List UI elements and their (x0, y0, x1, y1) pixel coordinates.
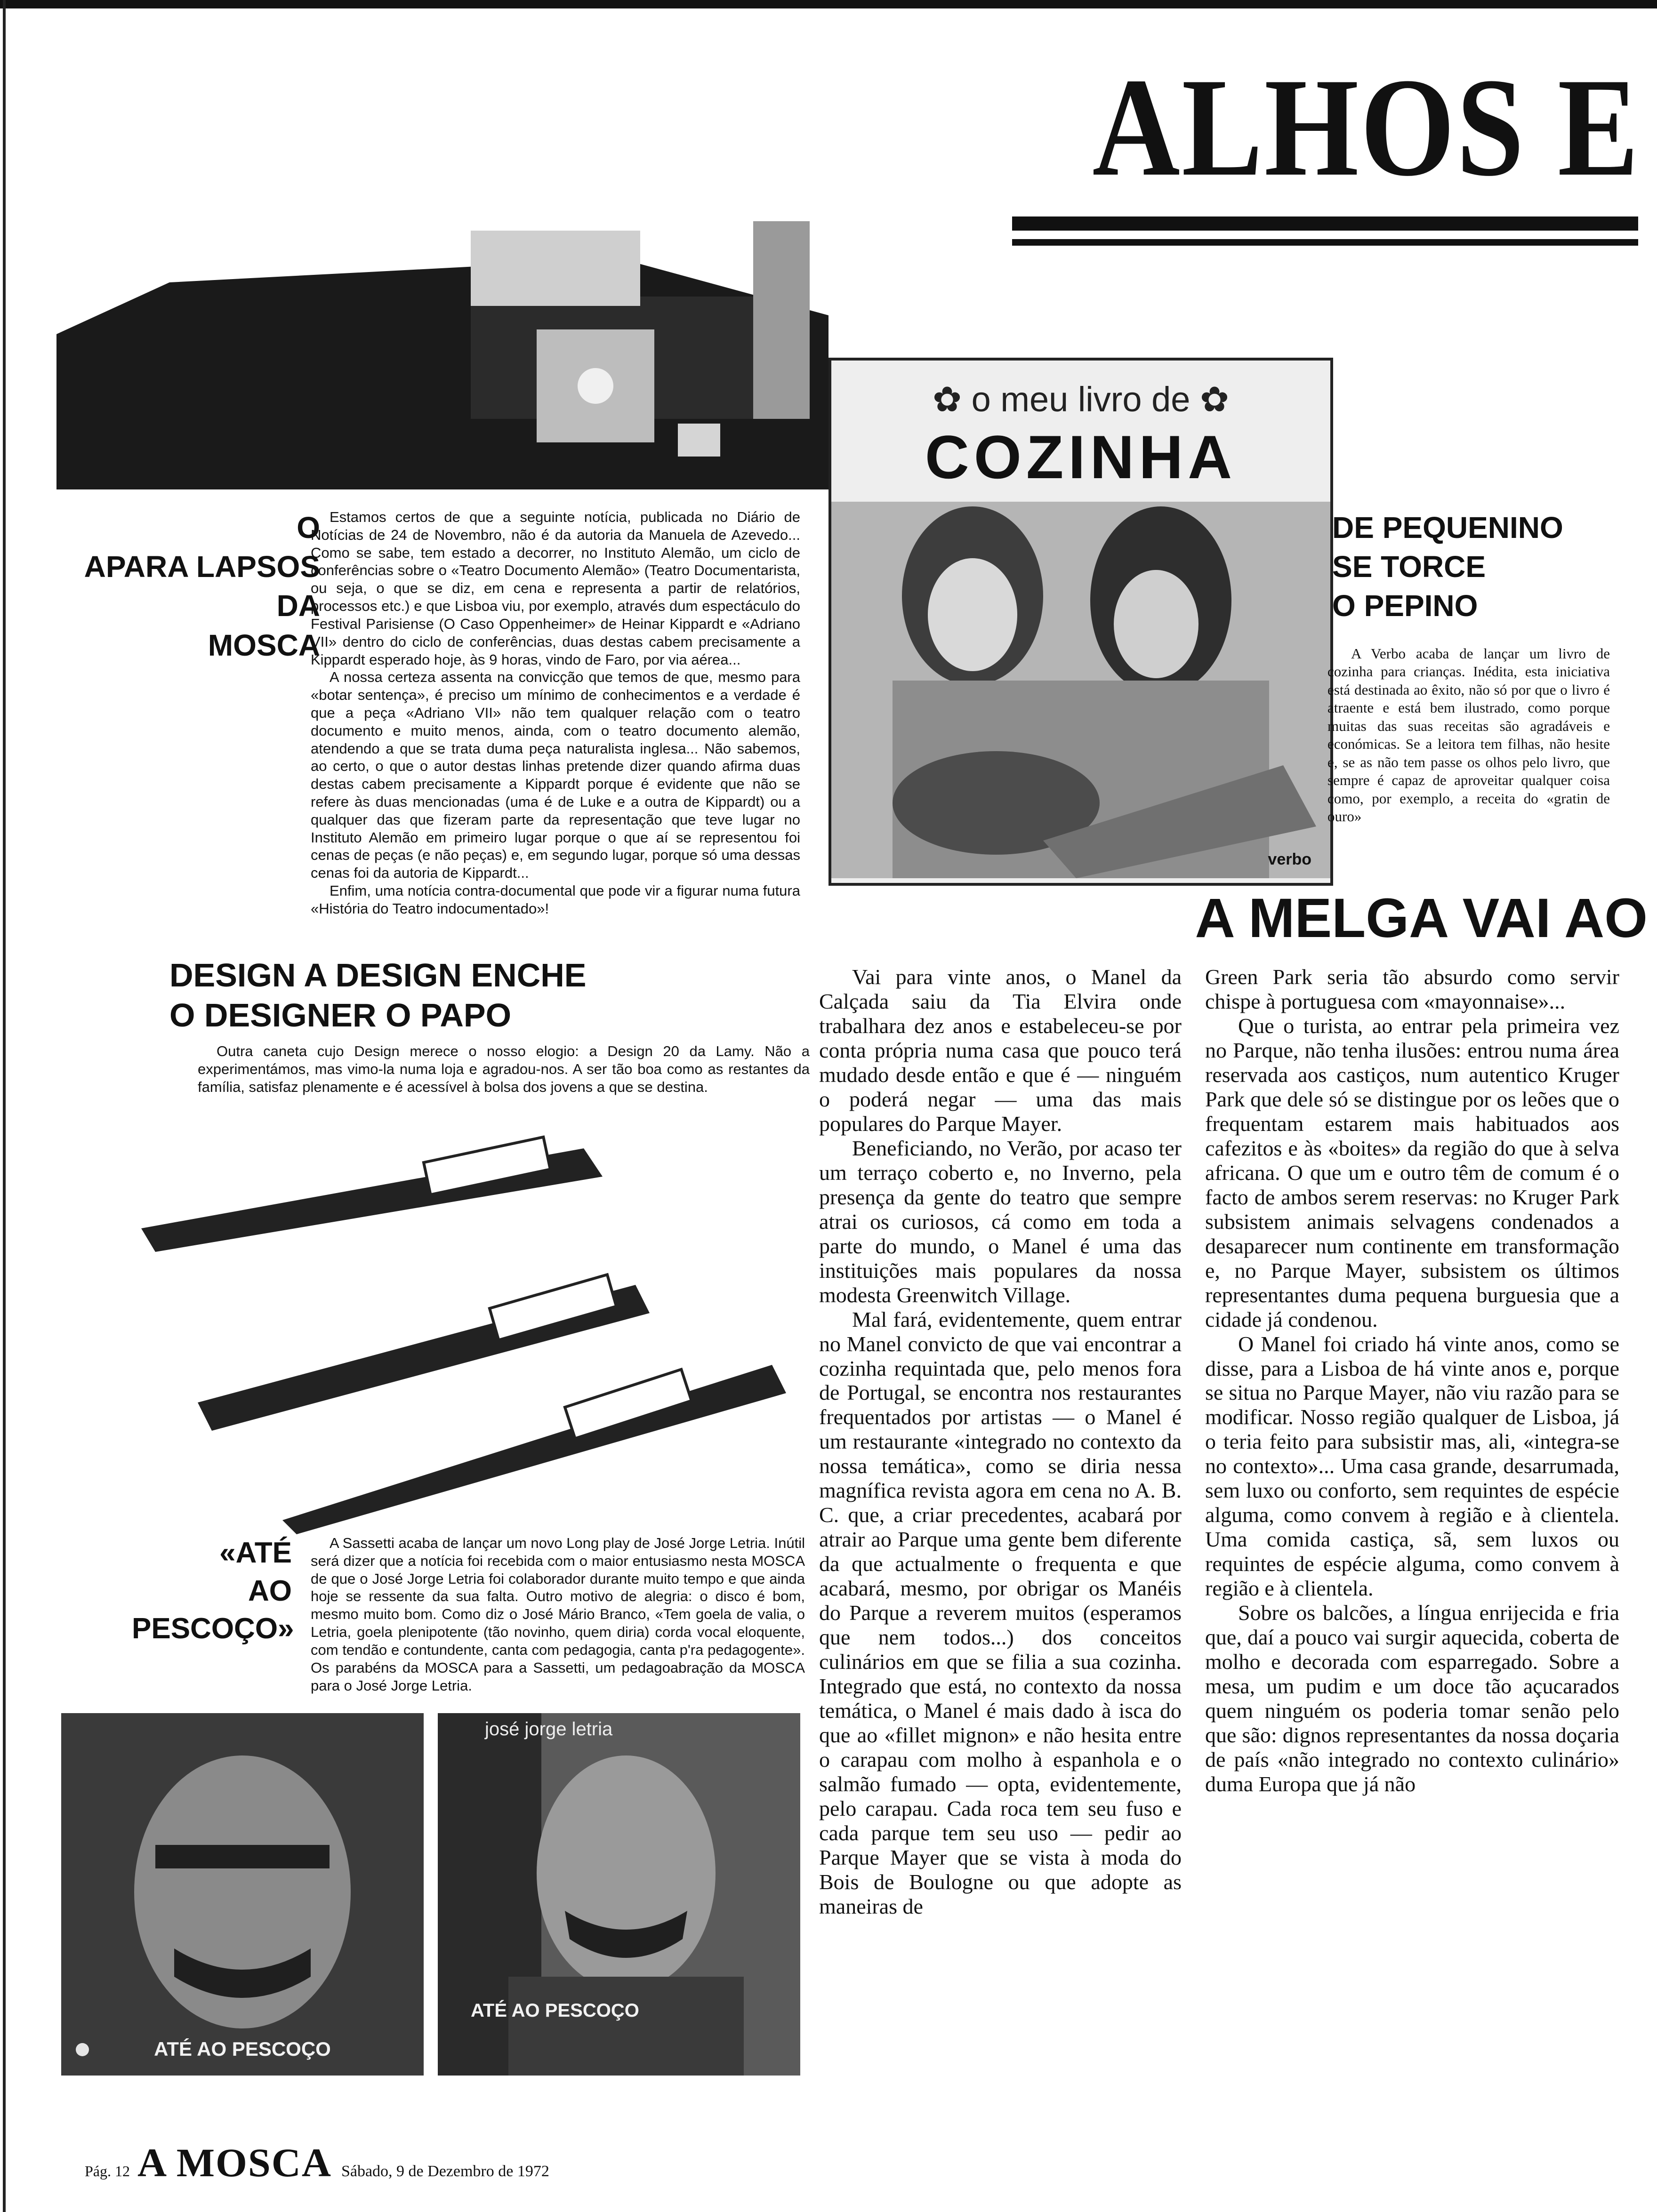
cookbook-cover (828, 358, 1333, 886)
footer-publication: A MOSCA (137, 2140, 332, 2185)
record-cover-left (61, 1713, 424, 2076)
headline-line: PESCOÇO» (132, 1612, 294, 1645)
cookbook-cover-publisher: verbo (1268, 850, 1311, 868)
headline-line: O (297, 511, 320, 545)
apara-lapsos-headline (56, 508, 320, 665)
paragraph: Green Park seria tão absurdo como servir chispe à portuguesa com «mayonnaise»... (1205, 965, 1619, 1013)
footer-page: Pág. 12 (85, 2163, 130, 2180)
paragraph: Que o turista, ao entrar pela primeira vez no Parque, não tenha ilusões: entrou numa área reservada aos castiços, num autentico Kruger Park que dele só se distingue por os leões que o frequentam estarem mais habituados aos cafezitos e às «boites» da região do que à selva africana. O que um e outro têm de comum é o facto de ambos serem reservas: no Kruger Park subsistem animais selvagens condenados a desaparecer num continente em transformação e, no Parque Mayer, subsistem os últimos representantes duma pequena burguesia que a cidade já condenou. (1205, 1013, 1619, 1331)
headline-line: O DESIGNER O PAPO (169, 997, 512, 1034)
projector-photo (56, 198, 828, 489)
paragraph: A Verbo acaba de lançar um livro de cozinha para crianças. Inédita, esta iniciativa está destinada ao êxito, não só por que o livro é atraente e está bem ilustrado, como porque muitas das suas receitas são agradáveis e económicas. Se a leitora tem filhas, não hesite e, se as não tem passe os olhos pelo livro, que sempre é capaz de aproveitar qualquer coisa como, por exemplo, a receita do «gratin de ouro» (1327, 645, 1610, 825)
paragraph: A Sassetti acaba de lançar um novo Long play de José Jorge Letria. Inútil será dizer que a notícia foi recebida com o maior entusiasmo nesta MOSCA de que o José Jorge Letria foi colaborador durante muito tempo e que ainda hoje se ressente da sua falta. Outro motivo de alegria: o disco é bom, mesmo muito bom. Como diz o José Mário Branco, «Tem goela de valia, o Letria, goela plenipotente (tão novinho, quem diria) corda vocal eloquente, com tendão e contundente, canta com pedagogia, canta p'ra pedagogente». Os parabéns da MOSCA para a Sassetti, um pedagoabração da MOSCA para o José Jorge Letria. (311, 1535, 805, 1694)
paragraph: Sobre os balcões, a língua enrijecida e fria que, daí a pouco vai surgir aquecida, coberta de molho e decorada com esparregado. Sobre a mesa, um pudim e um doce tão açucarados quem ninguém os poderia tomar senão pelo que são: dignos representantes da nossa doçaria de país «não integrado no contexto culinário» duma Europa que já não (1205, 1601, 1619, 1796)
flower-icon: ✿ (933, 380, 962, 419)
record-cover-right-artist: josé jorge letria (485, 1719, 613, 1739)
paragraph: Enfim, uma notícia contra-documental que pode vir a figurar numa futura «História do Teatro indocumentado»! (311, 882, 800, 917)
melga-column-left (819, 965, 1182, 1919)
design-headline (169, 955, 828, 1036)
pepino-headline (1332, 508, 1624, 626)
headline-line: APARA LAPSOS (84, 550, 320, 584)
left-rule (3, 0, 6, 2212)
headline-line: «ATÉ (219, 1537, 292, 1569)
paragraph: Vai para vinte anos, o Manel da Calçada saiu da Tia Elvira onde trabalhara dez anos e estabeleceu-se por conta própria numa casa que pouco terá mudado desde então e que é — ninguém o poderá negar — uma das mais populares do Parque Mayer. (819, 965, 1182, 1136)
footer-date: Sábado, 9 de Dezembro de 1972 (341, 2163, 549, 2180)
cookbook-cover-title: COZINHA (925, 423, 1237, 491)
headline-line: DE PEQUENINO (1332, 511, 1563, 545)
top-rule (0, 0, 1657, 8)
masthead-title: ALHOS E (1092, 49, 1640, 205)
footer (85, 2139, 549, 2185)
headline-line: DA (276, 589, 320, 623)
record-cover-right (438, 1713, 800, 2076)
cookbook-cover-subtitle (831, 379, 1330, 420)
headline-line: DESIGN A DESIGN ENCHE (169, 957, 587, 994)
cookbook-subtitle-text: o meu livro de (971, 380, 1190, 419)
record-cover-right-title: ATÉ AO PESCOÇO (471, 2000, 639, 2021)
apara-lapsos-body (311, 508, 800, 918)
paragraph: Estamos certos de que a seguinte notícia, publicada no Diário de Notícias de 24 de Novembro, não é da autoria da Manuela de Azevedo... Como se sabe, tem estado a decorrer, no Instituto Alemão, um ciclo de conferências sobre o «Teatro Documento Alemão» (Teatro Documentarista, ou seja, o que se diz, em cena e representa a partir de relatórios, processos etc.) e que Lisboa viu, por exemplo, através dum espectáculo do Festival Parisiense (O Caso Oppenheimer» de Heinar Kippardt e «Adriano VII» dentro do ciclo de conferências, duas destas cabem precisamente a Kippardt esperado hoje, às 9 horas, vindo de Faro, por via aérea... (311, 509, 800, 668)
paragraph: A nossa certeza assenta na convicção que temos de que, mesmo para «botar sentença», é preciso um mínimo de conhecimentos e a verdade é que a peça «Adriano VII» não tem qualquer relação com o teatro documento e muito menos, ainda, com o teatro documento alemão, atendendo a que se trata duma peça naturalista inglesa... Não sabemos, ao certo, o que o autor destas linhas pretende dizer quando afirma duas destas cabem precisamente a Kippardt porque é evidente que não se refere às duas mencionadas (uma é de Luke e a outra de Kippardt) ou a qualquer das que fizeram parte da representação que teve lugar no Instituto Alemão em primeiro lugar porque o que aí se representou foi cenas de peças (e não peças) e, em segundo lugar, porque só uma dessas cenas foi da autoria de Kippardt... (311, 669, 800, 882)
headline-line: SE TORCE (1332, 550, 1486, 584)
headline-line: O PEPINO (1332, 589, 1478, 623)
masthead-rule-thick (1012, 216, 1638, 231)
record-cover-left-title: ATÉ AO PESCOÇO (154, 2038, 331, 2060)
melga-headline: A MELGA VAI AO (1195, 887, 1648, 949)
melga-column-right (1205, 965, 1619, 1796)
design-body (198, 1042, 810, 1096)
paragraph: Mal fará, evidentemente, quem entrar no Manel convicto de que vai encontrar a cozinha requintada que, pelo menos fora de Portugal, se encontra nos restaurantes frequentados por artistas — o Manel é um restaurante «integrado no contexto da nossa temática», como se diria nessa magnífica revista agora em cena no A. B. C. que, a criar precedentes, acabará por atrair ao Parque uma gente bem diferente da que actualmente o frequenta e que acabará, mesmo, por obrigar os Manéis do Parque a reverem muitos (esperamos que nem todos...) dos conceitos culinários em que se filia a sua cozinha. Integrado que está, no contexto da nossa temática, o Manel é mais dado à isca do que ao «fillet mignon» e não hesita entre o carapau com molho à espanhola e o salmão fumado — opta, evidentemente, pelo carapau. Cada roca tem seu fuso e cada parque tem seu uso — pedir ao Parque Mayer que se vista à moda do Bois de Boulogne ou que adopte as maneiras de (819, 1307, 1182, 1918)
pens-photo (141, 1111, 810, 1534)
headline-line: AO (248, 1574, 292, 1607)
paragraph: O Manel foi criado há vinte anos, como se disse, para a Lisboa de há vinte anos e, porque se situa no Parque Mayer, não viu razão para se modificar. Nosso região qualquer de Lisboa, já o teria feito para subsistir mas, ali, «integra-se no contexto»... Uma casa grande, desarrumada, sem luxo ou conforto, sem requintes de espécie alguma, como convem à região e à clientela. Uma comida castiça, sã, sem luxos ou requintes de espécie alguma, como convem à região e à clientela. (1205, 1331, 1619, 1601)
headline-line: MOSCA (208, 628, 320, 662)
ate-ao-pescoco-body (311, 1534, 805, 1694)
paragraph: Outra caneta cujo Design merece o nosso elogio: a Design 20 da Lamy. Não a experimentámos, mas vimo-la numa loja e agradou-nos. A ser tão boa como as restantes da família, satisfaz plenamente e é acessível à bolsa dos jovens a que se destina. (198, 1043, 810, 1095)
paragraph: Beneficiando, no Verão, por acaso ter um terraço coberto e, no Inverno, pela presença da gente do teatro que sempre atrai os curiosos, cá como em toda a parte do mundo, o Manel é uma das instituições mais populares da nossa modesta Greenwitch Village. (819, 1136, 1182, 1307)
pepino-body (1327, 645, 1610, 825)
masthead-rule-thin (1012, 239, 1638, 246)
flower-icon: ✿ (1199, 380, 1229, 419)
ate-ao-pescoco-headline (132, 1534, 292, 1648)
